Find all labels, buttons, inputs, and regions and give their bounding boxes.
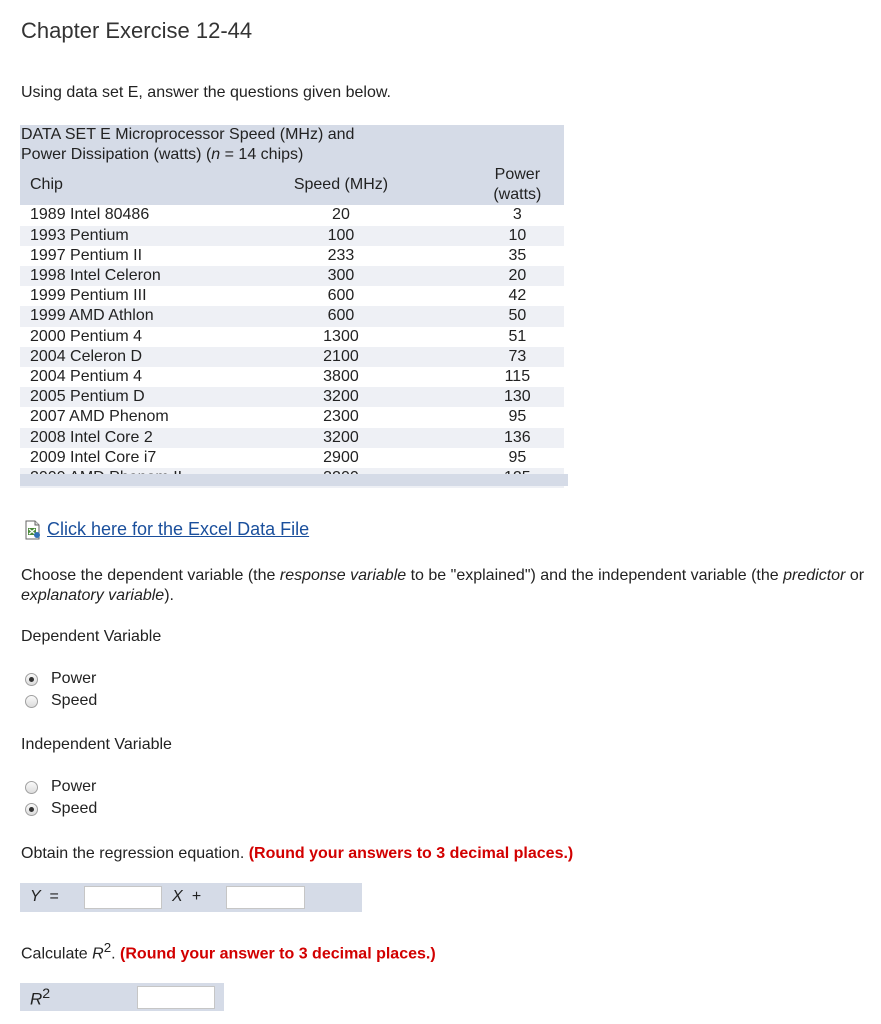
table-row [20,266,564,286]
table-row [20,205,564,225]
r2-label: $R^2$ [30,986,51,1009]
cell-power: 136 [471,428,564,448]
cell-power: 115 [471,367,564,387]
cell-chip: 1993 Pentium [20,226,211,246]
cell-chip: 2007 AMD Phenom [20,407,211,427]
intercept-input[interactable] [226,886,305,909]
cell-chip: 2004 Pentium 4 [20,367,211,387]
dependent-variable-label: Dependent Variable [21,628,162,645]
data-set-table [20,125,564,488]
intro-text: Using data set E, answer the questions given below. [21,84,391,101]
cell-speed: 100 [211,226,471,246]
cell-power: 73 [471,347,564,367]
cell-power: 130 [471,387,564,407]
cell-chip: 1998 Intel Celeron [20,266,211,286]
table-footer-bar [20,474,568,486]
table-row [20,347,564,367]
x-plus-label: X + [172,888,201,905]
table-row [20,448,564,468]
cell-power: 95 [471,448,564,468]
table-row [20,306,564,326]
table-row [20,327,564,347]
cell-speed: 2100 [211,347,471,367]
cell-chip: 2000 Pentium 4 [20,327,211,347]
cell-chip: 2004 Celeron D [20,347,211,367]
cell-chip: 1997 Pentium II [20,246,211,266]
table-row [20,387,564,407]
y-equals-label: Y = [30,888,59,905]
cell-chip: 2009 Intel Core i7 [20,448,211,468]
table-row [20,246,564,266]
independent-variable-label: Independent Variable [21,736,172,753]
cell-speed: 600 [211,306,471,326]
r2-prompt: Calculate $R^2$. (Round your answer to 3 decimal places.) [21,940,436,963]
dependent-option-power[interactable]: Power [25,670,96,688]
cell-speed: 300 [211,266,471,286]
dependent-option-speed[interactable]: Speed [25,692,97,710]
choose-instructions: Choose the dependent variable (the response variable to be "explained") and the independent variable (the predictor or explanatory variable). [21,567,865,604]
regression-prompt: Obtain the regression equation. (Round your answers to 3 decimal places.) [21,845,574,862]
table-row [20,286,564,306]
cell-speed: 2300 [211,407,471,427]
cell-chip: 1989 Intel 80486 [20,205,211,225]
column-header-power: Power (watts) [471,165,564,205]
page-title: Chapter Exercise 12-44 [21,18,253,43]
cell-power: 20 [471,266,564,286]
cell-power: 3 [471,205,564,225]
cell-power: 42 [471,286,564,306]
table-row [20,407,564,427]
cell-speed: 1300 [211,327,471,347]
radio-dependent-power[interactable] [25,673,38,686]
data-set-heading: DATA SET E Microprocessor Speed (MHz) and Power Dissipation (watts) (n = 14 chips) [20,125,564,165]
table-row [20,226,564,246]
cell-power: 35 [471,246,564,266]
radio-independent-power[interactable] [25,781,38,794]
r2-input[interactable] [137,986,215,1009]
cell-speed: 20 [211,205,471,225]
excel-data-file-link[interactable] [23,519,309,540]
excel-link-text[interactable]: Click here for the Excel Data File [47,519,310,539]
cell-chip: 2005 Pentium D [20,387,211,407]
cell-speed: 3800 [211,367,471,387]
cell-power: 95 [471,407,564,427]
independent-option-speed[interactable]: Speed [25,800,97,818]
cell-power: 51 [471,327,564,347]
data-table [20,165,564,488]
column-header-chip: Chip [20,165,211,205]
cell-power: 50 [471,306,564,326]
cell-chip: 2008 Intel Core 2 [20,428,211,448]
table-row [20,428,564,448]
cell-speed: 3200 [211,387,471,407]
cell-chip: 1999 AMD Athlon [20,306,211,326]
radio-independent-speed[interactable] [25,803,38,816]
radio-dependent-speed[interactable] [25,695,38,708]
table-row [20,367,564,387]
excel-file-icon [23,520,43,540]
slope-input[interactable] [84,886,162,909]
cell-power: 10 [471,226,564,246]
cell-speed: 600 [211,286,471,306]
cell-speed: 233 [211,246,471,266]
cell-chip: 1999 Pentium III [20,286,211,306]
independent-option-power[interactable]: Power [25,778,96,796]
table-header-row [20,165,564,205]
column-header-speed: Speed (MHz) [211,165,471,205]
cell-speed: 2900 [211,448,471,468]
cell-speed: 3200 [211,428,471,448]
